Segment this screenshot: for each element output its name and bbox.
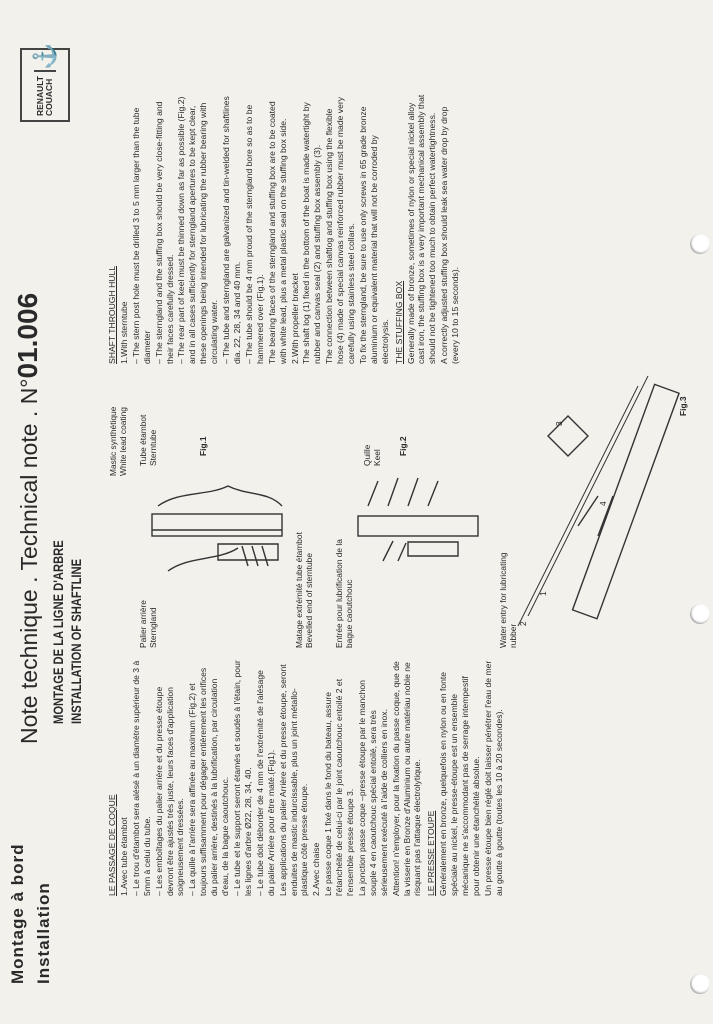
en-paragraph: The connection between shaftlog and stuffing box using the flexible hose (4) made of special canvas reinforced rubber must be made very carefully using stainless steel collars. (324, 96, 357, 364)
french-column (104, 660, 506, 896)
fr-paragraph: – Les emboîtages du palier arrière et du presse étoupe devront être ajustés très juste, leurs faces d'application soigneusement dressées. (153, 686, 186, 896)
label-quille-fr: Quille (362, 444, 372, 466)
renault-couach-logo (20, 42, 70, 122)
fr-paragraph: – La quille à l'arrière sera affinée au maximum (Fig.2) et toujours suffisamment pour dégager entièrement les orifices du palier arrière, destinés à la lubrification, par circulation d'eau, de la bague caoutchouc. (187, 667, 231, 896)
fig1-label: Fig.1 (198, 436, 208, 456)
en-paragraph: – The tube should be 4 mm proud of the sterngland bore so as to be hammered over (Fig.1). (243, 104, 265, 364)
binder-hole (690, 234, 710, 254)
en-paragraph: To fix the sterngland, be sure to use only screws in 65 grade bronze aluminium or equivalent material that will not be corroded by electrolysis. (357, 106, 390, 364)
binder-hole (690, 604, 710, 624)
en-subtitle-1: 1.With sterntube (118, 301, 129, 364)
label-entree-fr2: bague caoutchouc (344, 579, 354, 648)
english-column (104, 88, 462, 364)
label-entree-fr: Entrée pour lubrification de la (334, 539, 344, 648)
fr-paragraph: – Le trou d'étambot sera alésé à un diamètre supérieur de 3 à 5mm à celui du tube. (130, 660, 152, 896)
en-paragraph: – The rear part of keel must be thinned down as far as possible (Fig.2) and in all cases sufficiently for sterngland apertures to be kept clear, these openings being intended for lubricating the rubber bearing with circulating water. (176, 96, 220, 364)
label-tube (138, 415, 158, 466)
fr-paragraph: Le passe coque 1 fixé dans le fond du bateau, assure l'étanchéité de celui-ci par le joint caoutchouc entoilé 2 et l'ensemble presse étoupe 3. (323, 678, 356, 896)
label-matage-en: Bevelled end of sterntube (304, 553, 314, 648)
en-paragraph: A correctly adjusted stuffing box should leak sea water drop by drop (every 10 to 15 seconds). (439, 106, 461, 364)
callout-1: 1 (538, 591, 548, 596)
note-prefix: Note technique . Technical note . N° (16, 378, 42, 744)
en-paragraph: – The stern post hole must be drilled 3 to 5 mm larger than the tube diameter (130, 107, 152, 364)
fr-subtitle-2: 2.Avec chaise (311, 842, 322, 896)
label-matage (294, 532, 314, 648)
fr-paragraph: – Le tube doit déborder de 4 mm de l'extrémité de l'alésage du palier Arrière pour être maté.(Fig1). (254, 670, 276, 896)
label-quille (362, 445, 382, 466)
header-installation: Installation (34, 882, 53, 984)
fig2-label: Fig.2 (398, 436, 408, 456)
fr-subtitle-1: 1.Avec tube étambot (118, 817, 129, 896)
label-quille-en: Keel (372, 449, 382, 466)
binder-hole (690, 974, 710, 994)
en-subtitle-2: 2.With propeller bracket (289, 273, 300, 364)
anchor-icon: ⚓ (32, 42, 58, 71)
label-mastic-en: White lead coating (118, 407, 128, 476)
en-paragraph: The bearing faces of the sterngland and stuffing box are to be coated with white lead, plus a metal plastic seal on the stuffing box side. (266, 101, 288, 364)
en-paragraph: Generally made of bronze, sometimes of nylon or special nickel alloy cast iron, the stuffing box is a very important mechanical assembly that should not be tightened too much to obtain perfect watertightness. (405, 94, 438, 364)
fr-paragraph: Généralement en bronze, quelquefois en nylon ou en fonte spéciale au nickel, le presse-étoupe est un ensemble mécanique ne s'accommodant pas de serrage intempestif pour obtenir une étanchéité absolue. (438, 671, 481, 896)
title-french: MONTAGE DE LA LIGNE D'ARBRE (50, 540, 66, 724)
callout-4: 4 (598, 501, 608, 506)
label-palier-fr: Palier arrière (138, 600, 148, 648)
fr-paragraph: La jonction passe coque –presse étoupe par le manchon souple 4 en caoutchouc spécial entoilé, sera très sérieusement exécuté à l'aide de colliers en inox. (356, 680, 389, 896)
note-number-title (12, 293, 44, 744)
fr-section-title-stuffing: LE PRESSE ETOUPE (426, 810, 437, 896)
en-section-title-hull: SHAFT THROUGH HULL (107, 265, 117, 364)
fig3-label: Fig.3 (678, 396, 688, 416)
callout-2: 2 (518, 621, 528, 626)
fr-paragraph: Les applications du palier Arrière et du presse étoupe, seront enduites de mastic indurcissable, plus un joint métallo-plastique côté presse étoupe. (277, 664, 310, 896)
label-palier (138, 600, 158, 648)
label-matage-fr: Matage extrémité tube étambot (294, 532, 304, 648)
logo-text (34, 70, 56, 120)
figure-drawings (98, 366, 698, 656)
label-mastic (108, 407, 128, 476)
fr-paragraph: Attention! n'employer, pour la fixation du passe coque, que de la visserie en Bronze d'Aluminium ou autre matériau noble ne risquant pas l'attaque électrolytique. (390, 661, 423, 896)
label-water (498, 552, 518, 648)
en-paragraph: – The tube and sterngland are galvanized and tin-welded for shaftlines dia. 22, 28, 34 and 40 mm. (221, 96, 242, 364)
logo-line-2: COUACH (44, 78, 54, 116)
label-mastic-fr: Mastic synthétique (108, 406, 118, 476)
fr-paragraph: – Le tube et le support seront étamés et soudés à l'étain, pour les lignes d'arbre Ø22, 28, 34, 40. (231, 660, 253, 896)
en-section-title-stuffing: THE STUFFING BOX (393, 280, 404, 364)
label-tube-fr: Tube étambot (138, 414, 148, 466)
fr-section-title-hull: LE PASSAGE DE COQUE (107, 794, 117, 896)
header-montage: Montage à bord (8, 843, 27, 984)
label-water-en: Water entry for lubricating (498, 552, 508, 648)
label-tube-en: Sterntube (148, 429, 158, 466)
fr-paragraph: Un presse étoupe bien réglé doit laisser pénétrer l'eau de mer au goutte à goutte (toutes les 10 à 20 secondes). (482, 660, 504, 896)
figures-area (98, 366, 698, 656)
en-paragraph: – The sterngland and the stuffing box should be very close-fitting and their faces carefully dressed. (153, 101, 175, 364)
label-water-en2: rubber (508, 623, 518, 648)
label-entree (334, 539, 354, 648)
logo-line-1: RENAULT (35, 76, 46, 116)
callout-3: 3 (554, 421, 564, 426)
label-palier-en: Sterngland (148, 607, 158, 648)
note-number: 01.006 (12, 292, 43, 379)
en-paragraph: The shaft log (1) fixed in the bottom of the boat is made watertight by rubber and canvas seal (2) and stuffing box assembly (3). (301, 102, 323, 364)
title-english: INSTALLATION OF SHAFTLINE (68, 558, 84, 724)
